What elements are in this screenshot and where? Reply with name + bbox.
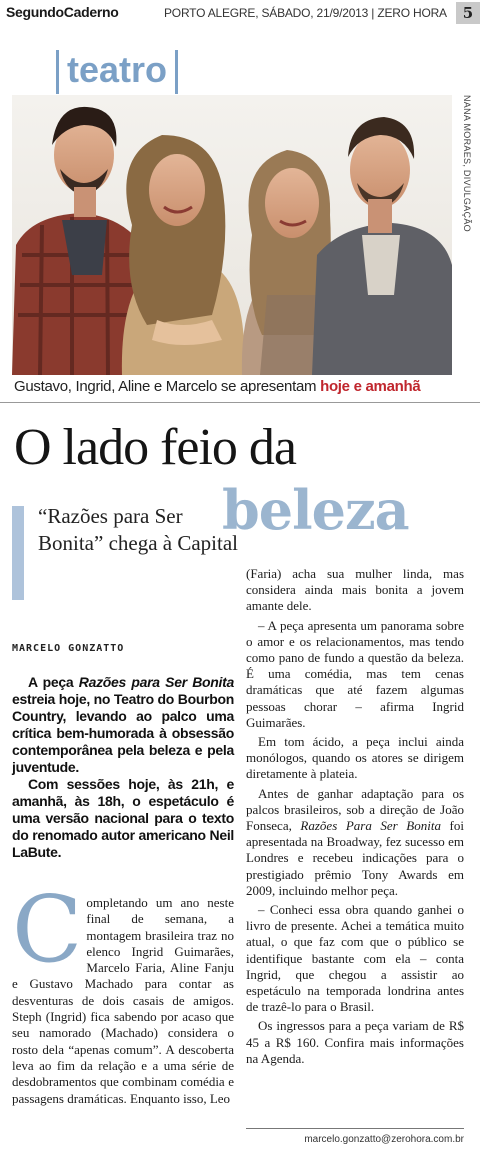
body-column-1 — [12, 876, 234, 1107]
byline: MARCELO GONZATTO — [12, 643, 125, 654]
body-paragraph: – A peça apresenta um panorama sobre o amor e os relacionamentos, mas tendo como pano de fundo a questão da beleza. É uma comédia, mas tem cenas dramáticas que até fazem algumas pessoas chorar – afirma Ingrid Guimarães. — [246, 617, 464, 730]
body-paragraph: – Conheci essa obra quando ganhei o livro de presente. Achei a temática muito atual, o que faz com que o público se identifique bastante com ela – conta Ingrid, que chegou a assistir ao espetáculo na temporada londrina antes de trazê-lo para o Brasil. — [246, 902, 464, 1015]
section-name: SegundoCaderno — [6, 4, 119, 20]
cast-photo — [12, 95, 452, 375]
photo-caption — [14, 378, 420, 395]
drop-cap: C — [12, 876, 83, 983]
kicker-bar — [12, 506, 24, 600]
headline-line-2: beleza — [222, 478, 409, 542]
body-paragraph: Antes de ganhar adaptação para os palcos brasileiros, sob a direção de João Fonseca, Razões Para Ser Bonita foi apresentada na Broadway, fez sucesso em Londres e recebeu indicações para o prestigiado prêmio Tony Awards em 2009, incluindo melhor peça. — [246, 785, 464, 898]
dateline: PORTO ALEGRE, SÁBADO, 21/9/2013 | ZERO HORA — [164, 6, 447, 20]
author-email[interactable]: marcelo.gonzatto@zerohora.com.br — [304, 1134, 464, 1145]
photo-credit: NANA MORAES, DIVULGAÇÃO — [462, 95, 472, 232]
divider — [0, 402, 480, 403]
caption-highlight: hoje e amanhã — [320, 378, 421, 395]
body-paragraph: Em tom ácido, a peça inclui ainda monólogos, quando os atores se dirigem diretamente à plateia. — [246, 734, 464, 782]
kicker: “Razões para Ser Bonita” chega à Capital — [38, 504, 239, 555]
body-paragraph: ompletando um ano neste final de semana, a montagem brasileira traz no elenco Ingrid Guimarães, Marcelo Faria, Aline Fanju e Gustavo Machado para contar as desventuras de dois casais de amigos. Steph (Ingrid) fica sabendo por acaso que seu namorado (Machado) considera o rosto dela “apenas comum”. A descoberta leva ao fim da relação e a uma série de desdobramentos que combinam comédia e passagens dramáticas. Enquanto isso, Leo — [12, 895, 234, 1106]
body-column-2 — [246, 566, 464, 1070]
caption-text: Gustavo, Ingrid, Aline e Marcelo se apresentam — [14, 378, 321, 395]
lead-text — [12, 674, 234, 861]
section-tag: teatro — [56, 50, 178, 94]
headline-line-1: O lado feio da — [14, 419, 297, 476]
body-paragraph: Os ingressos para a peça variam de R$ 45 a R$ 160. Confira mais informações na Agenda. — [246, 1018, 464, 1066]
lead-paragraph-1: A peça Razões para Ser Bonita estreia hoje, no Teatro do Bourbon Country, levando ao palco uma crítica bem-humorada à obsessão contemporânea pela beleza e pela juventude. — [12, 674, 234, 775]
email-divider — [246, 1128, 464, 1129]
lead-paragraph-2: Com sessões hoje, às 21h, e amanhã, às 18h, o espetáculo é uma versão nacional para o texto do renomado autor americano Neil LaBute. — [12, 776, 234, 860]
page-number: 5 — [456, 2, 480, 24]
body-paragraph: (Faria) acha sua mulher linda, mas considera ainda mais bonita a jovem amante dele. — [246, 566, 464, 614]
